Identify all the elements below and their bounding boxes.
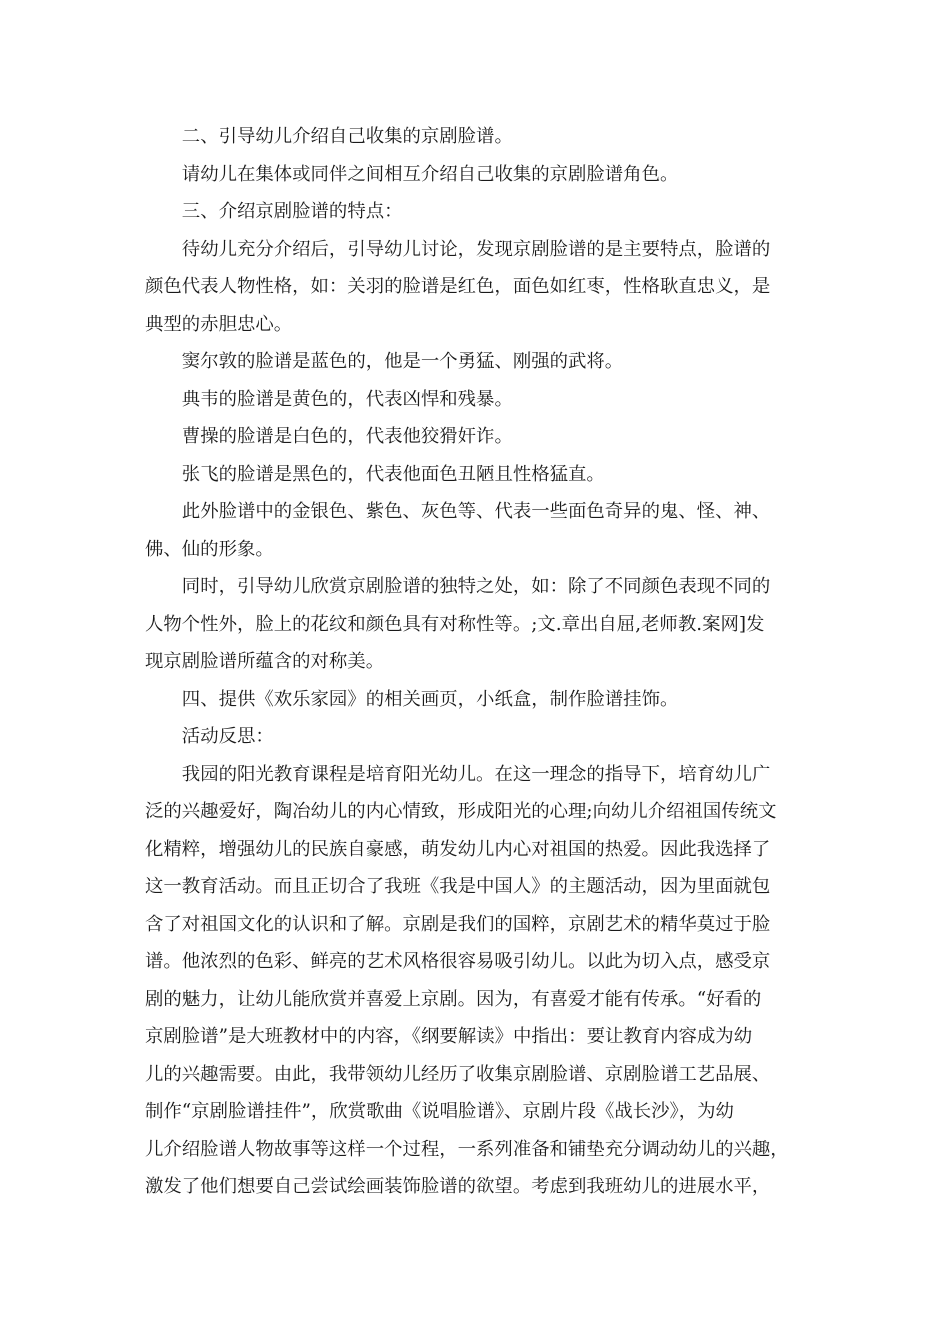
paragraph-10: 同时，引导幼儿欣赏京剧脸谱的独特之处，如：除了不同颜色表现不同的 人物个性外，脸上的花纹和颜色具有对称性等。;文.章出自屈,老师教.案网]发 现京剧脸谱所蕴含的对称美。 xyxy=(145,576,771,672)
paragraph-1: 二、引导幼儿介绍自己收集的京剧脸谱。 xyxy=(181,126,513,147)
paragraph-4: 待幼儿充分介绍后，引导幼儿讨论，发现京剧脸谱的是主要特点，脸谱的 颜色代表人物性格，如：关羽的脸谱是红色，面色如红枣，性格耿直忠义，是 典型的赤胆忠心。 xyxy=(145,238,771,335)
paragraph-13: 我园的阳光教育课程是培育阳光幼儿。在这一理念的指导下，培育幼儿广 泛的兴趣爱好，陶冶幼儿的内心情致，形成阳光的心理;向幼儿介绍祖国传统文 化精粹，增强幼儿的民族自豪感，萌发幼儿内心对祖国的热爱。因此我选择了 这一教育活动。而且正切合了我班《我是中国人》的主题活动，因为里面就包 含了对祖国文化的认识和了解。京剧是我们的国粹，京剧艺术的精华莫过于脸 谱。他浓烈的色彩、鲜亮的艺术风格很容易吸引幼儿。以此为切入点，感受京 剧的魅力，让幼儿能欣赏并喜爱上京剧。因为，有喜爱才能有传承。“好看的 京剧脸谱”是大班教材中的内容，《纲要解读》中指出：要让教育内容成为幼 儿的兴趣需要。由此，我带领幼儿经历了收集京剧脸谱、京剧脸谱工艺品展、 制作“京剧脸谱挂件”，欣赏歌曲《说唱脸谱》、京剧片段《战长沙》，为幼 儿介绍脸谱人物故事等这样一个过程，一系列准备和铺垫充分调动幼儿的兴趣， 激发了他们想要自己尝试绘画装饰脸谱的欲望。考虑到我班幼儿的进展水平， xyxy=(145,763,789,1197)
paragraph-9: 此外脸谱中的金银色、紫色、灰色等、代表一些面色奇异的鬼、怪、神、 佛、仙的形象。 xyxy=(145,501,771,560)
paragraph-7: 曹操的脸谱是白色的，代表他狡猾奸诈。 xyxy=(181,426,513,447)
paragraph-2: 请幼儿在集体或同伴之间相互介绍自己收集的京剧脸谱角色。 xyxy=(181,163,679,185)
paragraph-3: 三、介绍京剧脸谱的特点： xyxy=(181,201,403,222)
paragraph-12: 活动反思： xyxy=(181,726,274,747)
paragraph-5: 窦尔敦的脸谱是蓝色的，他是一个勇猛、刚强的武将。 xyxy=(181,351,624,372)
paragraph-11: 四、提供《欢乐家园》的相关画页，小纸盒，制作脸谱挂饰。 xyxy=(181,688,679,710)
paragraph-6: 典韦的脸谱是黄色的，代表凶悍和残暴。 xyxy=(181,388,513,410)
document-body xyxy=(145,118,805,1206)
paragraph-8: 张飞的脸谱是黑色的，代表他面色丑陋且性格猛直。 xyxy=(181,463,605,485)
